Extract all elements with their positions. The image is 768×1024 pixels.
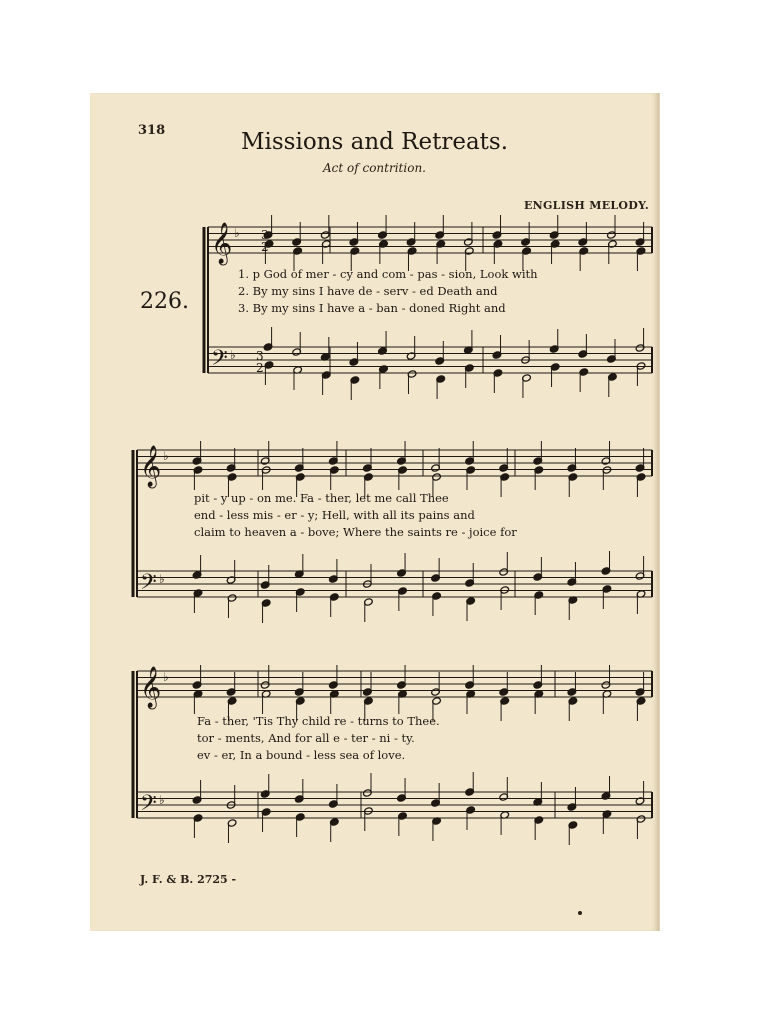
bass-clef-icon: 𝄢 (140, 570, 157, 600)
treble-clef-icon: 𝄞 (140, 446, 162, 487)
flat-icon: ♭ (159, 793, 165, 807)
page-number: 318 (138, 123, 166, 138)
time-signature-top: 3 (261, 228, 269, 242)
hymn-number: 226. (140, 289, 189, 314)
composer-credit: ENGLISH MELODY. (523, 199, 649, 212)
flat-icon: ♭ (159, 572, 165, 586)
lyric-line: pit - y up - on me. Fa - ther, let me call Thee (194, 491, 449, 505)
lyric-line: ev - er, In a bound - less sea of love. (197, 748, 406, 762)
lyric-line: tor - ments, And for all e - ter - ni - ty. (197, 731, 415, 745)
hymnal-page (90, 93, 659, 931)
flat-icon: ♭ (163, 670, 169, 684)
bass-clef-icon: 𝄢 (140, 791, 157, 821)
time-signature-top: 3 (256, 349, 264, 363)
flat-icon: ♭ (234, 226, 240, 240)
bass-clef-icon: 𝄢 (211, 346, 228, 376)
publisher-footer: J. F. & B. 2725 - (140, 873, 237, 886)
lyric-line: Fa - ther, 'Tis Thy child re - turns to Thee. (197, 714, 440, 728)
lyric-line: claim to heaven a - bove; Where the saints re - joice for (194, 525, 517, 539)
lyric-line: end - less mis - er - y; Hell, with all its pains and (194, 508, 475, 522)
flat-icon: ♭ (163, 449, 169, 463)
lyric-line: 2. By my sins I have de - serv - ed Death and (238, 284, 498, 298)
lyric-line: 3. By my sins I have a - ban - doned Right and (238, 301, 506, 315)
flat-icon: ♭ (230, 348, 236, 362)
hymn-subtitle: Act of contrition. (322, 161, 426, 175)
lyric-line: 1. p God of mer - cy and com - pas - sion, Look with (238, 267, 538, 281)
time-signature-bottom: 2 (261, 240, 269, 254)
ink-spot (578, 911, 582, 915)
page-title: Missions and Retreats. (240, 129, 509, 155)
treble-clef-icon: 𝄞 (211, 223, 233, 264)
treble-clef-icon: 𝄞 (140, 667, 162, 708)
time-signature-bottom: 2 (256, 361, 264, 375)
